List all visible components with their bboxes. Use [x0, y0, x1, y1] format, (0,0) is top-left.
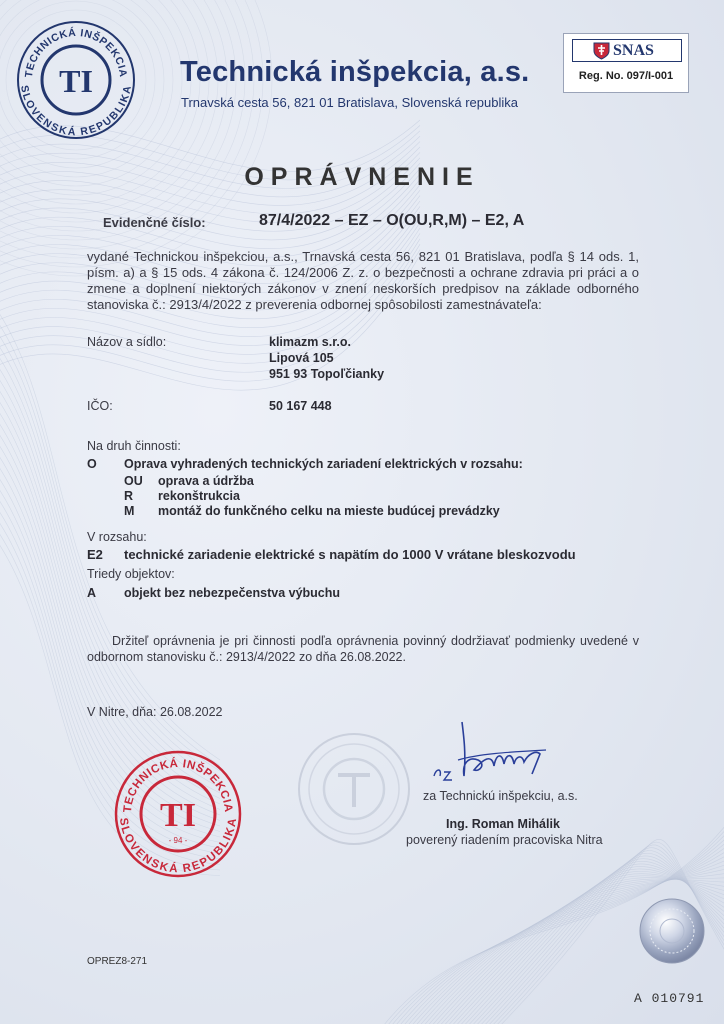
snas-name: SNAS	[613, 42, 654, 59]
signatory-position: poverený riadením pracoviska Nitra	[406, 833, 603, 847]
ico-value: 50 167 448	[269, 399, 332, 413]
activity-item-code: R	[124, 489, 134, 503]
seal-bottom-text: SLOVENSKÁ REPUBLIKA	[18, 84, 134, 139]
ti-seal-logo	[14, 18, 138, 142]
serial-number: A 010791	[634, 991, 705, 1006]
handwritten-signature	[428, 714, 556, 784]
ico-label: IČO:	[87, 399, 113, 413]
activity-item-text: montáž do funkčného celku na mieste budúcej prevádzky	[158, 504, 500, 518]
official-red-stamp	[112, 748, 244, 880]
entity-name: klimazm s.r.o.	[269, 335, 351, 349]
snas-logo	[572, 39, 682, 62]
scope-label: V rozsahu:	[87, 530, 147, 544]
stamp-monogram: TI	[160, 797, 196, 834]
footer-form-code: OPREZ8-271	[87, 956, 148, 967]
object-class-code: A	[87, 586, 97, 600]
signatory-for-label: za Technickú inšpekciu, a.s.	[423, 789, 578, 803]
object-class-label: Triedy objektov:	[87, 567, 175, 581]
entity-name-label: Názov a sídlo:	[87, 335, 167, 349]
scope-text: technické zariadenie elektrické s napätím do 1000 V vrátane bleskozvodu	[124, 547, 576, 562]
intro-paragraph: vydané Technickou inšpekciou, a.s., Trnavská cesta 56, 821 01 Bratislava, podľa § 14 ods. 1, písm. a) a § 15 ods. 4 zákona č. 124/2006 Z. z. o bezpečnosti a ochrane zdravia pri práci a o zmene a doplnení niektorých zákonov v znení neskorších predpisov na základe odborného stanoviska č.: 2913/4/2022 z preverenia odbornej spôsobilosti zamestnávateľa:	[87, 249, 639, 312]
document-title: OPRÁVNENIE	[244, 163, 480, 191]
activity-text: Oprava vyhradených technických zariadení elektrických v rozsahu:	[124, 457, 523, 471]
activity-code: O	[87, 457, 97, 471]
evidence-number-value: 87/4/2022 – EZ – O(OU,R,M) – E2, A	[259, 212, 525, 229]
stamp-number: - 94 -	[168, 836, 188, 845]
slovak-shield-icon	[593, 42, 610, 60]
activity-item-text: rekonštrukcia	[158, 489, 240, 503]
embossed-seal	[296, 731, 412, 847]
activity-item-code: OU	[124, 474, 143, 488]
seal-top-text: TECHNICKÁ INŠPEKCIA	[22, 26, 130, 79]
snas-accreditation-box	[563, 33, 689, 93]
company-address: Trnavská cesta 56, 821 01 Bratislava, Slovenská republika	[181, 95, 518, 110]
evidence-number-label: Evidenčné číslo:	[103, 215, 206, 230]
stamp-top-text: TECHNICKÁ INŠPEKCIA	[121, 757, 235, 814]
stamp-bottom-text: SLOVENSKÁ REPUBLIKA	[116, 817, 240, 876]
activity-label: Na druh činnosti:	[87, 439, 181, 453]
object-class-text: objekt bez nebezpečenstva výbuchu	[124, 586, 341, 600]
signatory-name: Ing. Roman Mihálik	[446, 817, 560, 831]
place-date: V Nitre, dňa: 26.08.2022	[87, 705, 223, 719]
entity-street: Lipová 105	[269, 351, 334, 365]
hologram-sticker	[639, 898, 705, 964]
snas-reg-number: Reg. No. 097/I-001	[578, 70, 674, 82]
entity-city: 951 93 Topoľčianky	[269, 367, 385, 381]
seal-monogram: TI	[59, 63, 93, 99]
scope-code: E2	[87, 547, 103, 562]
activity-item-code: M	[124, 504, 135, 518]
holder-note: Držiteľ oprávnenia je pri činnosti podľa oprávnenia povinný dodržiavať podmienky uvedené v odbornom stanovisku č.: 2913/4/2022 zo dňa 26.08.2022.	[87, 634, 639, 664]
activity-item-text: oprava a údržba	[158, 474, 254, 488]
company-name: Technická inšpekcia, a.s.	[180, 56, 530, 88]
